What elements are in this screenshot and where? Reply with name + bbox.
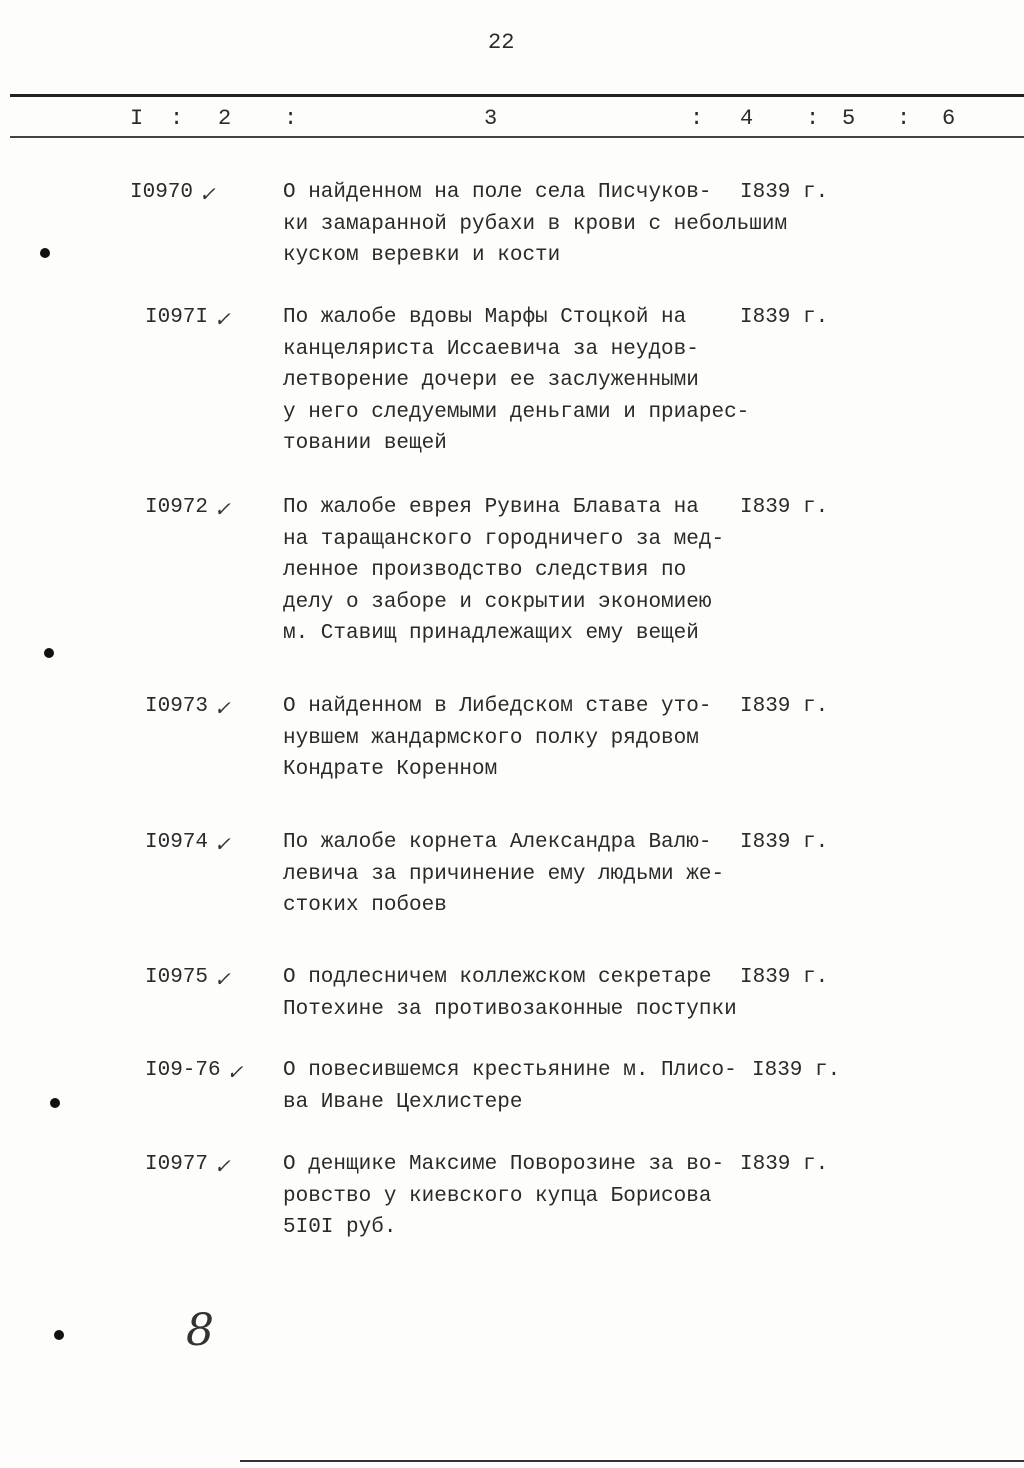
column-3-label: 3 [484, 106, 498, 131]
checkmark-icon: ✓ [214, 832, 231, 856]
entry-number: I0973 [145, 695, 209, 718]
bottom-rule [240, 1460, 1024, 1462]
description-line: стоких побоев [283, 894, 447, 917]
column-1-label: I [130, 106, 144, 131]
entry-description [283, 492, 724, 650]
column-6-label: 6 [942, 106, 956, 131]
description-line: По жалобе еврея Рувина Блавата на [283, 496, 699, 519]
checkmark-icon: ✓ [214, 497, 231, 521]
description-line: делу о заборе и сокрытии экономиею [283, 590, 712, 614]
entry-number: I0970 [130, 181, 194, 204]
binding-hole [50, 1098, 60, 1108]
description-line: левича за причинение ему людьми же- [283, 862, 725, 886]
description-line: ки замаранной рубахи в крови с небольшим [283, 212, 788, 236]
description-line: нувшем жандармского полку рядовом [283, 726, 699, 750]
description-line: О повесившемся крестьянине м. Плисо- [283, 1059, 737, 1082]
description-line: Потехине за противозаконные поступки [283, 997, 737, 1021]
checkmark-icon: ✓ [214, 967, 231, 991]
column-5-label: 5 [842, 106, 856, 131]
description-line: ленное производство следствия по [283, 559, 687, 582]
checkmark-icon: ✓ [226, 1060, 244, 1084]
entry-description [283, 827, 724, 922]
entry-year: I839 г. [740, 831, 829, 854]
column-separator: : [170, 106, 184, 131]
entry-number: I09-76 [145, 1059, 221, 1082]
entry-description [283, 962, 737, 1025]
description-line: у него следуемыми деньгами и приарес- [283, 400, 750, 424]
entry-year: I839 г. [752, 1059, 841, 1082]
description-line: м. Ставищ принадлежащих ему вещей [283, 622, 699, 645]
entry-description [283, 1055, 737, 1118]
entry-year: I839 г. [740, 1153, 829, 1176]
column-separator: : [806, 106, 820, 131]
header-bottom-rule [10, 136, 1024, 138]
entry-number: I0975 [145, 966, 209, 989]
checkmark-icon: ✓ [214, 307, 231, 331]
entry-year: I839 г. [740, 181, 829, 204]
column-separator: : [284, 106, 298, 131]
entry-number: I0972 [145, 496, 209, 519]
entry-year: I839 г. [740, 966, 829, 989]
entry-description [283, 177, 787, 272]
checkmark-icon: ✓ [199, 182, 216, 206]
description-line: О найденном на поле села Писчуков- [283, 181, 712, 204]
entry-description [283, 691, 711, 786]
description-line: Кондрате Коренном [283, 758, 498, 781]
column-separator: : [897, 106, 911, 131]
description-line: По жалобе корнета Александра Валю- [283, 831, 712, 854]
description-line: товании вещей [283, 432, 447, 455]
entry-description [283, 1149, 724, 1244]
entry-year: I839 г. [740, 496, 829, 519]
page-number: 22 [488, 30, 515, 55]
entry-year: I839 г. [740, 306, 829, 329]
checkmark-icon: ✓ [214, 1154, 231, 1178]
entry-number: I0977 [145, 1153, 209, 1176]
binding-hole [54, 1330, 64, 1340]
description-line: О подлесничем коллежском секретаре [283, 966, 712, 989]
header-top-rule [10, 94, 1024, 97]
entry-number: I0974 [145, 831, 209, 854]
description-line: ва Иване Цехлистере [283, 1090, 523, 1114]
description-line: О денщике Максиме Поворозине за во- [283, 1153, 725, 1176]
description-line: куском веревки и кости [283, 244, 561, 267]
column-4-label: 4 [740, 106, 754, 131]
column-2-label: 2 [218, 106, 232, 131]
description-line: 5I0I руб. [283, 1216, 397, 1239]
description-line: канцеляриста Иссаевича за неудов- [283, 337, 699, 361]
entry-number: I097I [145, 306, 209, 329]
checkmark-icon: ✓ [214, 696, 231, 720]
description-line: О найденном в Либедском ставе уто- [283, 695, 712, 718]
entry-description [283, 302, 749, 460]
binding-hole [44, 648, 54, 658]
description-line: на таращанского городничего за мед- [283, 527, 725, 551]
handwritten-note: 8 [186, 1305, 214, 1356]
description-line: летворение дочери ее заслуженными [283, 369, 699, 392]
column-separator: : [690, 106, 704, 131]
description-line: По жалобе вдовы Марфы Стоцкой на [283, 306, 687, 329]
entry-year: I839 г. [740, 695, 829, 718]
description-line: ровство у киевского купца Борисова [283, 1184, 712, 1208]
binding-hole [40, 248, 50, 258]
